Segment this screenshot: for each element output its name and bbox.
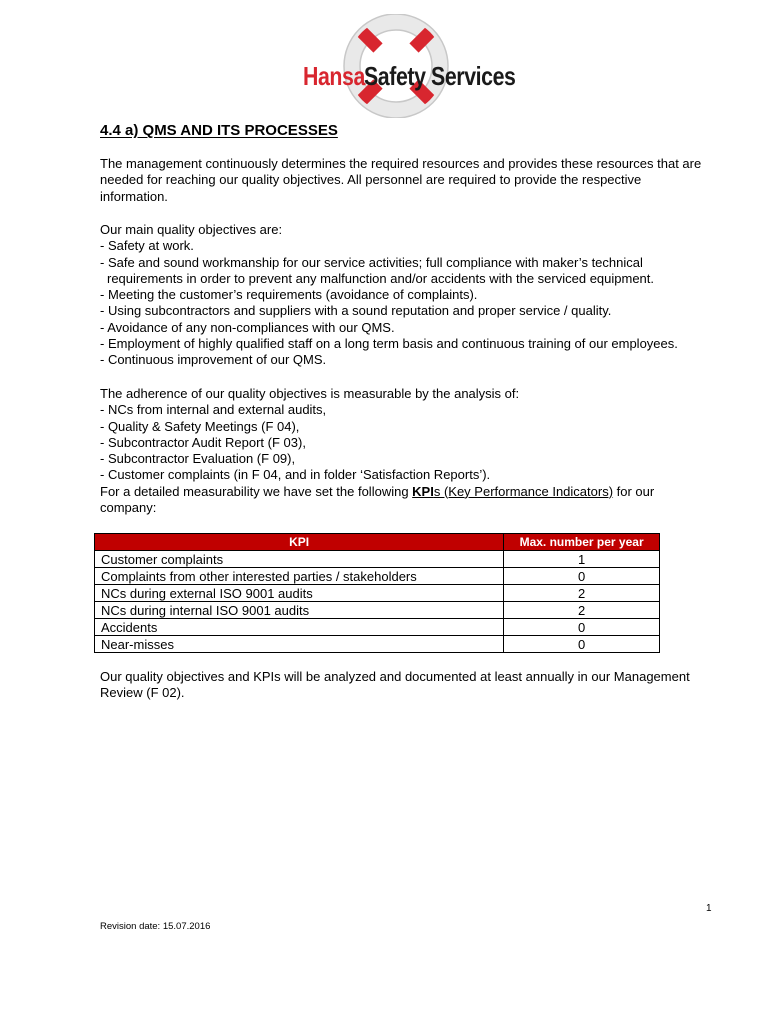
revision-date: Revision date: 15.07.2016 — [100, 921, 211, 932]
page-number: 1 — [706, 903, 712, 914]
kpi-name-cell: NCs during internal ISO 9001 audits — [95, 602, 504, 619]
logo-word-hansa: Hansa — [303, 61, 365, 91]
measure-item: - Subcontractor Evaluation (F 09), — [100, 451, 296, 467]
kpi-sentence-pre: For a detailed measurability we have set the following — [100, 483, 413, 499]
objective-item: - Using subcontractors and suppliers with a sound reputation and proper service / quality. — [100, 303, 612, 319]
kpi-sentence-line2: company: — [100, 500, 157, 516]
objective-item: - Meeting the customer’s requirements (avoidance of complaints). — [100, 287, 478, 303]
kpi-name-cell: Customer complaints — [95, 551, 504, 568]
table-row — [95, 585, 660, 602]
closing-line: Our quality objectives and KPIs will be analyzed and documented at least annually in our Management — [100, 669, 690, 684]
kpi-name-cell: NCs during external ISO 9001 audits — [95, 585, 504, 602]
header-max-number: Max. number per year — [504, 534, 660, 551]
objective-item: - Continuous improvement of our QMS. — [100, 352, 327, 368]
objective-item: - Safety at work. — [100, 238, 194, 254]
intro-line: The management continuously determines the required resources and provides these resources that are — [100, 156, 702, 171]
kpi-table — [94, 533, 660, 653]
kpi-value-cell: 2 — [504, 585, 660, 602]
kpi-abbrev: KPI — [412, 483, 434, 499]
intro-line: information. — [100, 188, 168, 204]
table-row — [95, 568, 660, 585]
objectives-list — [100, 222, 678, 369]
measure-item: - NCs from internal and external audits, — [100, 402, 327, 418]
section-heading: 4.4 a) QMS AND ITS PROCESSES — [100, 122, 338, 139]
objective-item: - Safe and sound workmanship for our service activities; full compliance with maker’s technical — [100, 254, 643, 270]
kpi-term — [412, 484, 613, 499]
objective-item: requirements in order to prevent any malfunction and/or accidents with the serviced equipment. — [107, 270, 655, 286]
closing-paragraph — [100, 669, 690, 702]
objective-item: - Employment of highly qualified staff on a long term basis and continuous training of our employees. — [100, 336, 678, 352]
kpi-value-cell: 1 — [504, 551, 660, 568]
kpi-name-cell: Near-misses — [95, 636, 504, 653]
header-kpi: KPI — [95, 534, 504, 551]
logo-word-safety-services: Safety Services — [364, 61, 516, 91]
table-header-row — [95, 534, 660, 551]
kpi-value-cell: 0 — [504, 619, 660, 636]
table-row — [95, 602, 660, 619]
company-logo — [300, 14, 516, 118]
kpi-sentence — [100, 484, 654, 500]
kpi-sentence-post: for our — [613, 483, 655, 499]
table-row — [95, 551, 660, 568]
measure-item: - Quality & Safety Meetings (F 04), — [100, 418, 300, 434]
measurability-list — [100, 386, 654, 516]
objectives-title: Our main quality objectives are: — [100, 222, 283, 237]
kpi-value-cell: 0 — [504, 636, 660, 653]
measure-item: - Customer complaints (in F 04, and in folder ‘Satisfaction Reports’). — [100, 467, 491, 483]
kpi-expansion: s (Key Performance Indicators) — [433, 483, 614, 499]
kpi-value-cell: 2 — [504, 602, 660, 619]
table-row — [95, 619, 660, 636]
measure-item: - Subcontractor Audit Report (F 03), — [100, 434, 306, 450]
kpi-name-cell: Accidents — [95, 619, 504, 636]
intro-line: needed for reaching our quality objectives. All personnel are required to provide the respective — [100, 172, 642, 188]
objective-item: - Avoidance of any non-compliances with our QMS. — [100, 319, 395, 335]
kpi-name-cell: Complaints from other interested parties / stakeholders — [95, 568, 504, 585]
closing-line: Review (F 02). — [100, 685, 185, 701]
kpi-value-cell: 0 — [504, 568, 660, 585]
measurability-title: The adherence of our quality objectives is measurable by the analysis of: — [100, 386, 520, 401]
intro-paragraph — [100, 156, 701, 205]
table-row — [95, 636, 660, 653]
